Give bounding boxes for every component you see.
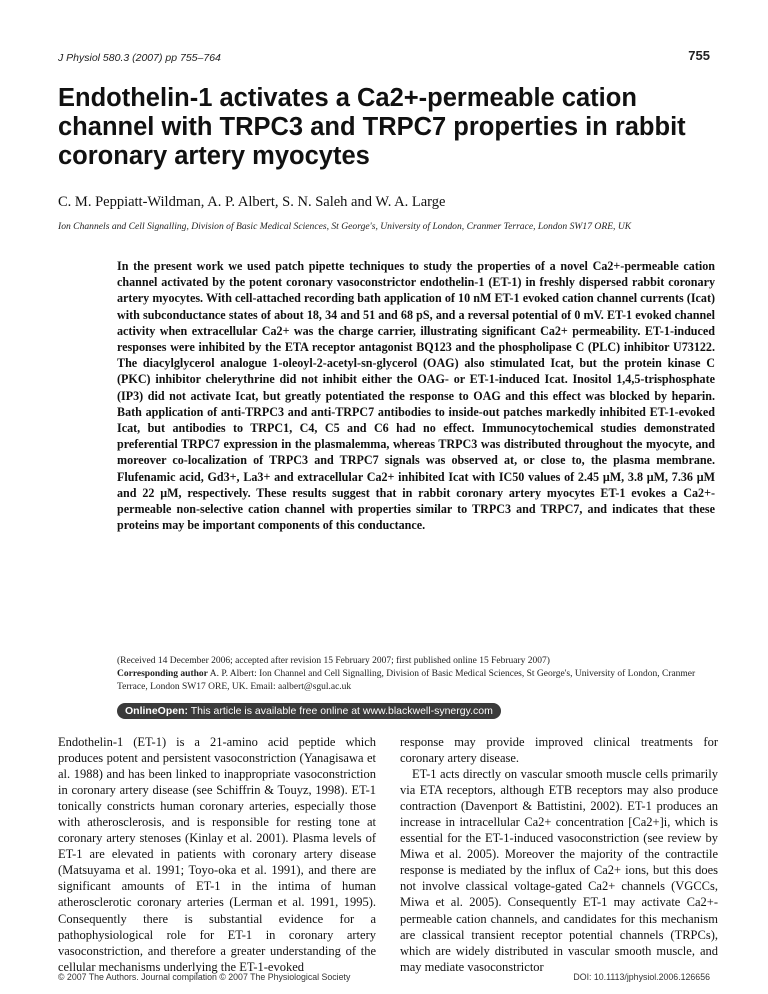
journal-citation: J Physiol 580.3 (2007) pp 755–764: [58, 52, 221, 64]
affiliation: Ion Channels and Cell Signalling, Division of Basic Medical Sciences, St George's, University of London, Cranmer Terrace, London SW17 ORE, UK: [58, 221, 632, 232]
body-paragraph: Endothelin-1 (ET-1) is a 21-amino acid peptide which produces potent and persistent vasoconstriction (Yanagisawa et al. 1988) and has been linked to inappropriate vasoconstriction in coronary artery disease (see Schiffrin & Touyz, 1998). ET-1 tonically constricts human coronary arteries, especially those with atherosclerosis, and is responsible for resting tone at coronary artery stenoses (Kinlay et al. 2001). Plasma levels of ET-1 are elevated in patients with coronary artery disease (Matsuyama et al. 1991; Toyo-oka et al. 1991), and there are significant amounts of ET-1 in the intima of human atherosclerotic coronary arteries (Lerman et al. 1991, 1995). Consequently there is substantial evidence for a pathophysiological role for ET-1 in coronary artery vasoconstriction, and therefore a greater understanding of the cellular mechanisms underlying the ET-1-evoked: [58, 735, 376, 974]
corresponding-details: A. P. Albert: Ion Channel and Cell Signalling, Division of Basic Medical Sciences, St George's, University of London, Cranmer Terrace, London SW17 ORE, UK. Email: aalbert@sgul.ac.uk: [117, 669, 696, 692]
page-number: 755: [688, 48, 710, 63]
running-header: [58, 48, 710, 68]
doi-link[interactable]: DOI: 10.1113/jphysiol.2006.126656: [573, 972, 710, 982]
page-footer: [58, 972, 710, 984]
author-list: C. M. Peppiatt-Wildman, A. P. Albert, S. N. Saleh and W. A. Large: [58, 194, 446, 210]
abstract: In the present work we used patch pipette techniques to study the properties of a novel Ca2+-permeable cation channel activated by the potent coronary vasoconstrictor endothelin-1 (ET-1) in freshly dispersed rabbit coronary artery myocytes. With cell-attached recording bath application of 10 nM ET-1 evoked cation channel currents (Icat) with subconductance states of about 18, 34 and 51 and 68 pS, and a reversal potential of 0 mV. ET-1 evoked channel activity when extracellular Ca2+ was the charge carrier, illustrating significant Ca2+ permeability. ET-1-induced responses were inhibited by the ETA receptor antagonist BQ123 and the phospholipase C (PLC) inhibitor U73122. The diacylglycerol analogue 1-oleoyl-2-acetyl-sn-glycerol (OAG) also stimulated Icat, but the protein kinase C (PKC) inhibitor chelerythrine did not inhibit either the OAG- or ET-1-induced Icat. Inositol 1,4,5-trisphosphate (IP3) did not activate Icat, but greatly potentiated the response to OAG and this effect was blocked by heparin. Bath application of anti-TRPC3 and anti-TRPC7 antibodies to inside-out patches markedly inhibited ET-1-evoked Icat, but antibodies to TRPC1, C4, C5 and C6 had no effect. Immunocytochemical studies demonstrated preferential TRPC7 expression in the plasmalemma, whereas TRPC3 was distributed throughout the myocyte, and moreover co-localization of TRPC3 and TRPC7 signals was observed at, or close to, the plasma membrane. Flufenamic acid, Gd3+, La3+ and extracellular Ca2+ inhibited Icat with IC50 values of 2.45 μM, 3.8 μM, 7.36 μM and 22 μM, respectively. These results suggest that in rabbit coronary artery myocytes ET-1 evokes a Ca2+-permeable non-selective cation channel with properties similar to TRPC3 and TRPC7, and indicates that these proteins may be important components of this conductance.: [117, 259, 715, 533]
body-paragraph: ET-1 acts directly on vascular smooth muscle cells primarily via ETA receptors, although ETB receptors may also produce contraction (Davenport & Battistini, 2002). ET-1 produces an increase in intracellular Ca2+ concentration [Ca2+]i, which is essential for the ET-1-induced vasoconstriction (see review by Miwa et al. 2005). Moreover the majority of the contractile response is mediated by the influx of Ca2+ ions, but this does not involve classical voltage-gated Ca2+ channels (VGCCs, Miwa et al. 2005). Consequently ET-1 may activate Ca2+-permeable cation channels, and candidates for this mechanism are classical transient receptor potential channels (TRPCs), which are widely distributed in vascular smooth muscle, and may mediate vasoconstrictor: [400, 767, 718, 974]
online-open-text: This article is available free online at www.blackwell-synergy.com: [188, 705, 493, 717]
copyright-notice: © 2007 The Authors. Journal compilation © 2007 The Physiological Society: [58, 972, 351, 982]
received-dates: (Received 14 December 2006; accepted after revision 15 February 2007; first published online 15 February 2007): [117, 656, 550, 666]
online-open-label: OnlineOpen:: [125, 705, 188, 717]
article-history: [117, 655, 717, 694]
body-paragraph: response may provide improved clinical treatments for coronary artery disease.: [400, 735, 718, 766]
corresponding-label: Corresponding author: [117, 669, 208, 679]
body-column-left: [58, 734, 376, 975]
online-open-badge[interactable]: [117, 703, 501, 719]
body-column-right: [400, 734, 718, 975]
article-title: Endothelin-1 activates a Ca2+-permeable cation channel with TRPC3 and TRPC7 properties in rabbit coronary artery myocytes: [58, 84, 686, 170]
corresponding-author: [117, 668, 717, 694]
